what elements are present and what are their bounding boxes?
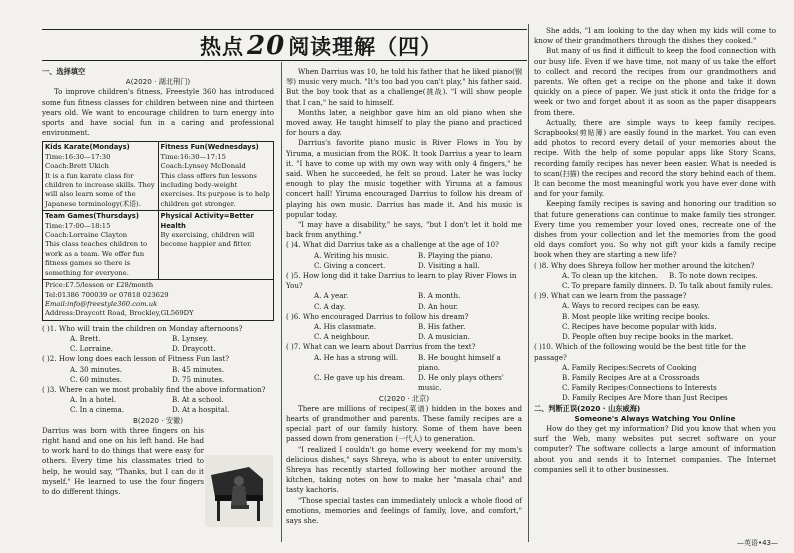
column-2: [286, 67, 522, 526]
question-7: [286, 342, 522, 393]
cell-title: Fitness Fun(Wednesdays): [160, 143, 259, 152]
title-suffix: 阅读理解（四）: [288, 35, 443, 59]
cell-title: Team Games(Thursdays): [45, 212, 139, 221]
passage-c-paragraph-3: "Those special tastes can immediately unlock a whole flood of emotions, memories and feelings of family, love, and comfort," says she.: [286, 495, 522, 525]
option: B. 45 minutes.: [172, 364, 225, 374]
team-games-cell: [43, 211, 159, 280]
passage-b-paragraph-4: Darrius's favorite piano music is River Flows in You by Yiruma, a musician from the ROK. It took Darrius a year to learn it. "I have to come up with my own way with only 4 fingers," he said. When he succeeded, he felt so proud. Later he was lucky enough to play the music together with Yiruma at a famous concert hall! Yiruma encouraged Darrius to follow his dream of playing his own music. Darrius has made it. And his music is popular today.: [286, 138, 522, 219]
option: C. A neighbour.: [314, 332, 370, 342]
option: A. Writing his music.: [314, 250, 389, 260]
cell-desc: This class offers fun lessons including body-weight exercises. Its purpose is to help children get stronger.: [160, 171, 270, 208]
option: B. Playing the piano.: [418, 250, 493, 260]
option: C. Lorraine.: [70, 344, 113, 354]
question-stem: ( )4. What did Darrius take as a challenge at the age of 10?: [286, 240, 499, 250]
section-heading: 一、选择填空: [42, 67, 86, 76]
option: D. People often buy recipe books in the market.: [562, 332, 734, 342]
passage-d-title: Someone's Always Watching You Online: [574, 413, 736, 423]
passage-d-paragraph-1: How do they get my information? Did you know that when you surf the Web, many websites put secret software on your computer? The software collects a large amount of information about you and sends it to Internet companies. The Internet companies sell it to other businesses.: [534, 423, 776, 474]
option: C. Recipes have become popular with kids.: [562, 321, 717, 331]
passage-c-paragraph-6: Actually, there are simple ways to keep family recipes. Scrapbooks(剪贴簿) are easily found in the market. You can even add photos to record every detail of your memories about the recipe. With the help of some popular apps like Story Scans, recording family recipes has never been easier. What is needed is to scan(扫描) the recipes and record the story behind each of them. It can become the most meaningful work you have ever done with and for your family.: [534, 117, 776, 199]
cell-desc: This class teaches children to work as a team. We offer fun fitness games so there is something for everyone.: [45, 240, 148, 277]
cell-desc: By exercising, children will become happier and fitter.: [160, 231, 255, 249]
cell-title: Physical Activity=Better Health: [160, 212, 254, 230]
option: C. In a cinema.: [70, 405, 125, 415]
option: C. 60 minutes.: [70, 374, 123, 384]
option: C. To prepare family dinners.: [562, 281, 667, 291]
option: D. Visiting a hall.: [418, 260, 480, 270]
option: B. His father.: [418, 322, 466, 332]
passage-c-source: C(2020 · 北京): [378, 393, 430, 403]
option: B. At a school.: [172, 395, 224, 405]
option: D. At a hospital.: [172, 405, 230, 415]
question-stem: ( )3. Where can we most probably find the above information?: [42, 384, 266, 394]
cell-time: Time:16:30—17:30: [45, 152, 111, 161]
question-6: [286, 312, 522, 343]
option: A. Brett.: [70, 333, 101, 343]
cell-coach: Coach:Brett Ukich: [45, 162, 109, 171]
question-1: [42, 324, 274, 355]
question-stem: ( )9. What can we learn from the passage?: [534, 291, 687, 301]
passage-b-paragraph-3: Months later, a neighbor gave him an old piano when she moved away. He taught himself to play the piano and practiced for hours a day.: [286, 107, 522, 138]
option: B. Lynsey.: [172, 333, 209, 343]
passage-b-paragraph-1: Darrius was born with three fingers on his right hand and one on his left hand. He had to work hard to do things that were easy for others. Every time his classmates tried to help, he would say, "Thanks, but I can do it myself." He learned to use the four fingers to do different things.: [42, 425, 204, 496]
option: A. A year.: [314, 291, 349, 301]
question-stem: ( )2. How long does each lesson of Fitness Fun last?: [42, 354, 230, 364]
option: B. To note down recipes.: [669, 270, 758, 280]
passage-c-paragraph-2: "I realized I couldn't go home every weekend for my mom's delicious dishes," says Shreya, who is about to enter university. Shreya has recently started following her mother around the kitchen, taking notes on how to make her "masala chai" and tasty kachoris.: [286, 444, 522, 495]
question-9: [534, 291, 776, 342]
passage-c-paragraph-1: There are millions of recipes(菜谱) hidden in the boxes and hearts of grandmother and parents. These family recipes are a special part of our family history. Some of them have been passed down from generation (一代人) to generation.: [286, 403, 522, 444]
passage-c-paragraph-5: But many of us find it difficult to keep the food connection with our busy life. Even if we have time, not many of us take the effort to collect and record the recipes from our grandmothers and parents. We often get a recipe on the phone and take it down quickly on a piece of paper. We just stick it onto the fridge for a week or two and forget about it as soon as the paper disappears from there.: [534, 46, 776, 117]
piano-illustration: [205, 455, 273, 527]
question-stem: ( )5. How long did it take Darrius to learn to play River Flows in You?: [286, 271, 517, 291]
cell-time: Time:17:00—18:15: [45, 221, 111, 230]
address: Address:Draycott Road, Brockley,GL569DY: [45, 309, 194, 318]
option: A. To clean up the kitchen.: [562, 270, 659, 280]
option: D. Draycott.: [172, 344, 216, 354]
option: B. He bought himself a piano.: [418, 352, 501, 372]
option: D. A musician.: [418, 332, 470, 342]
column-3: [534, 26, 776, 475]
title-number: 20: [247, 31, 286, 61]
option: A. Family Recipes:Secrets of Cooking: [562, 362, 697, 372]
fitness-cell: [158, 142, 274, 211]
option: A. He has a strong will.: [314, 352, 399, 362]
option: A. In a hotel.: [70, 395, 117, 405]
question-stem: ( )1. Who will train the children on Monday afternoons?: [42, 323, 243, 333]
question-stem: ( )6. Who encouraged Darrius to follow his dream?: [286, 311, 469, 321]
question-stem: ( )10. Which of the following would be the best title for the passage?: [534, 342, 746, 362]
option: A. His classmate.: [314, 322, 376, 332]
karate-cell: [43, 142, 159, 211]
option: C. A day.: [314, 301, 346, 311]
option: B. Family Recipes Are at a Crossroads: [562, 372, 700, 382]
question-stem: ( )8. Why does Shreya follow her mother around the kitchen?: [534, 260, 755, 270]
question-4: [286, 240, 522, 271]
cell-time: Time:16:30—17:15: [160, 152, 226, 161]
health-cell: [158, 211, 274, 280]
option: D. He only plays others' music.: [418, 373, 504, 393]
question-10: [534, 342, 776, 403]
email: Email:info@freestyle360.com.uk: [45, 299, 158, 308]
page-title: [200, 31, 442, 61]
question-2: [42, 354, 274, 385]
column-1: [42, 67, 274, 497]
option: A. Ways to record recipes can be easy.: [562, 301, 700, 311]
passage-a-source: A(2020 · 湖北荆门): [125, 77, 191, 87]
column-divider: [528, 24, 529, 542]
option: A. 30 minutes.: [70, 364, 122, 374]
option: D. An hour.: [418, 301, 459, 311]
cell-desc: It is a fun karate class for children to increase skills. They will also learn some of the Japanese terminology(术语).: [45, 171, 155, 208]
option: B. Most people like writing recipe books.: [562, 311, 710, 321]
passage-c-paragraph-7: Keeping family recipes is saving and honoring our tradition so that future generations can continue to make family ties stronger. Every time you remember your loved ones, recreate one of the dishes from your collection and let the memories from the good old days comfort you. So why not gift your kids a family recipe book when they are starting a new life?: [534, 199, 776, 260]
cell-coach: Coach:Lorraine Clayton: [45, 231, 128, 240]
page-number: —英语•43—: [736, 539, 778, 547]
telephone: Tel:01386 700039 or 07818 023629: [45, 290, 169, 299]
passage-b-source: B(2020 · 安徽): [132, 415, 184, 425]
title-prefix: 热点: [200, 35, 244, 59]
cell-title: Kids Karate(Mondays): [45, 143, 130, 152]
header-rule-top: [42, 29, 527, 30]
option: D. Family Recipes Are More than Just Recipes: [562, 393, 728, 403]
question-3: [42, 385, 274, 416]
option: B. A month.: [418, 291, 461, 301]
schedule-table: [42, 141, 274, 320]
question-8: [534, 261, 776, 292]
cell-coach: Coach:Lynsey McDonald: [160, 162, 246, 171]
question-5: [286, 271, 522, 312]
question-stem: ( )7. What can we learn about Darrius from the text?: [286, 342, 476, 352]
section-2-heading: 二、判断正误(2020 · 山东威海): [534, 403, 641, 413]
option: D. To talk about family rules.: [669, 281, 773, 291]
option: C. He gave up his dream.: [314, 373, 405, 383]
contact-cell: [43, 280, 274, 321]
option: C. Family Recipes:Connections to Interests: [562, 383, 717, 393]
passage-b-paragraph-5: "I may have a disability," he says, "but I don't let it hold me back from anything.": [286, 220, 522, 240]
option: C. Giving a concert.: [314, 260, 386, 270]
price: Price:£7.5/lesson or £28/month: [45, 281, 154, 290]
option: D. 75 minutes.: [172, 374, 225, 384]
header-rule-bottom: [42, 60, 527, 61]
passage-c-paragraph-4: She adds, "I am looking to the day when my kids will come to know of their grandmothers through the dishes they cooked.": [534, 26, 776, 46]
passage-b-paragraph-2: When Darrius was 10, he told his father that he liked piano(钢琴) music very much. "It's too bad you can't play," his father said. But the boy took that as a challenge(挑战). "I will show people that I can," he said to himself.: [286, 67, 522, 107]
passage-a-intro: To improve children's fitness, Freestyle 360 has introduced some fun fitness classes for children between nine and thirteen years old. We want to encourage children to turn energy into sports and have social fun in a caring and professional environment.: [42, 87, 274, 138]
column-divider: [281, 62, 282, 542]
